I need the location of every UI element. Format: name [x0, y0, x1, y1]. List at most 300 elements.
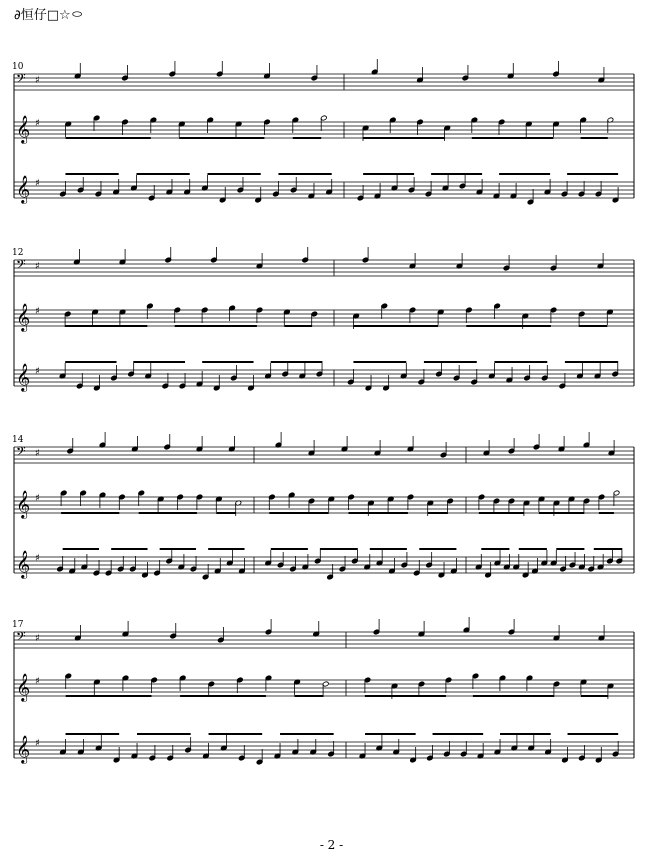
note: [142, 562, 149, 578]
note: [311, 65, 318, 81]
note: [351, 548, 358, 564]
note: [418, 369, 425, 385]
note: [417, 67, 424, 83]
system-14: [12, 432, 634, 580]
note: [550, 550, 557, 566]
bass-clef-icon: 𝄢: [16, 257, 26, 275]
note: [113, 179, 120, 195]
note: [595, 747, 602, 763]
note: [211, 247, 218, 263]
note: [528, 735, 535, 751]
note: [59, 363, 66, 379]
note: [560, 556, 567, 572]
note: [148, 185, 155, 201]
note: [220, 735, 227, 751]
note: [373, 619, 380, 635]
note: [151, 677, 158, 693]
treble-clef-icon: 𝄞: [16, 115, 31, 143]
note: [513, 554, 520, 570]
note: [506, 367, 513, 383]
notes-layer: [65, 673, 614, 699]
note: [550, 255, 557, 271]
note: [131, 743, 138, 759]
note: [81, 554, 88, 570]
note: [493, 183, 500, 199]
melody-staff: [14, 490, 634, 519]
note: [226, 550, 233, 566]
note: [145, 363, 152, 379]
note: [494, 739, 501, 755]
note: [294, 679, 301, 695]
note: [167, 745, 174, 761]
note: [483, 440, 490, 456]
note: [238, 745, 245, 761]
note: [235, 121, 242, 137]
note: [99, 492, 106, 508]
note: [216, 496, 223, 512]
note: [164, 434, 171, 450]
note: [488, 363, 495, 379]
systems-layer: [12, 59, 634, 765]
note: [526, 675, 533, 691]
note: [508, 438, 515, 454]
note: [417, 119, 424, 135]
note: [598, 494, 605, 510]
note: [147, 303, 154, 319]
note: [569, 552, 576, 568]
sharp-icon: ♯: [35, 75, 40, 86]
note: [597, 554, 604, 570]
note: [165, 247, 172, 263]
measure-number: 17: [12, 620, 24, 630]
note: [532, 558, 539, 574]
note: [525, 121, 532, 137]
note: [494, 550, 501, 566]
note: [99, 432, 106, 448]
note: [413, 560, 420, 576]
note: [316, 361, 323, 377]
note: [77, 739, 84, 755]
note: [541, 365, 548, 381]
note: [459, 173, 466, 189]
note: [255, 187, 262, 203]
note: [149, 745, 156, 761]
note: [580, 117, 587, 133]
note: [393, 739, 400, 755]
note: [381, 303, 388, 319]
measure-number: 10: [12, 62, 24, 72]
note: [561, 181, 568, 197]
note: [598, 67, 605, 83]
sharp-icon: ♯: [35, 306, 40, 317]
note: [202, 564, 209, 580]
note: [558, 436, 565, 452]
note: [476, 179, 483, 195]
note: [122, 119, 129, 135]
notes-layer: [59, 361, 618, 391]
note: [216, 61, 223, 77]
note: [284, 309, 291, 325]
note: [364, 554, 371, 570]
note: [339, 556, 346, 572]
note: [538, 496, 545, 512]
sharp-icon: ♯: [35, 261, 40, 272]
note: [269, 494, 276, 510]
note: [265, 675, 272, 691]
note: [326, 179, 333, 195]
note: [256, 749, 263, 765]
note: [524, 365, 531, 381]
note: [196, 371, 203, 387]
note: [80, 490, 87, 506]
note: [568, 496, 575, 512]
note: [550, 307, 557, 323]
note: [74, 63, 81, 79]
note: [95, 735, 102, 751]
treble-clef-icon: 𝄞: [16, 673, 31, 701]
note: [607, 683, 614, 699]
note: [237, 677, 244, 693]
system-12: [12, 247, 634, 392]
note: [418, 681, 425, 697]
note: [498, 119, 505, 135]
page-header: ∂恒仔□☆㇣: [14, 8, 84, 23]
notes-layer: [57, 548, 623, 580]
note: [460, 741, 467, 757]
melody-staff: [14, 673, 634, 702]
note: [456, 253, 463, 269]
note: [613, 490, 620, 506]
note: [544, 179, 551, 195]
note: [442, 175, 449, 191]
note: [169, 61, 176, 77]
accompaniment-staff: [14, 363, 634, 392]
bass-staff: [14, 257, 634, 276]
note: [138, 490, 145, 506]
note: [463, 617, 470, 633]
note: [218, 627, 225, 643]
bass-staff: [14, 444, 634, 463]
note: [437, 309, 444, 325]
note: [292, 117, 299, 133]
notes-layer: [74, 247, 604, 271]
note: [427, 745, 434, 761]
note: [503, 255, 510, 271]
note: [292, 739, 299, 755]
note: [213, 375, 220, 391]
note: [400, 363, 407, 379]
note: [299, 363, 306, 379]
note: [389, 117, 396, 133]
note: [57, 556, 64, 572]
note: [580, 679, 587, 695]
note: [128, 361, 135, 377]
note: [203, 743, 210, 759]
bass-clef-icon: 𝄢: [16, 71, 26, 89]
note: [132, 436, 139, 452]
note: [401, 552, 408, 568]
note: [533, 434, 540, 450]
note: [588, 556, 595, 572]
note: [374, 440, 381, 456]
sharp-icon: ♯: [35, 118, 40, 129]
bass-staff: [14, 71, 634, 90]
note: [478, 494, 485, 510]
bass-staff: [14, 629, 634, 648]
note: [314, 548, 321, 564]
note: [357, 185, 364, 201]
note: [256, 307, 263, 323]
note: [150, 117, 157, 133]
note: [577, 363, 584, 379]
note: [436, 361, 443, 377]
note: [265, 619, 272, 635]
note: [65, 673, 72, 689]
note: [522, 562, 529, 578]
note: [219, 187, 226, 203]
note: [154, 560, 161, 576]
note: [75, 625, 82, 641]
note: [64, 311, 71, 327]
notes-layer: [60, 490, 619, 516]
note: [347, 369, 354, 385]
note: [248, 375, 255, 391]
note: [274, 743, 281, 759]
note: [362, 247, 369, 263]
note: [122, 65, 129, 81]
note: [178, 121, 185, 137]
note: [541, 550, 548, 566]
note: [612, 361, 619, 377]
note: [453, 365, 460, 381]
note: [523, 500, 530, 516]
note: [494, 303, 501, 319]
note: [119, 249, 126, 265]
note: [313, 621, 320, 637]
sharp-icon: ♯: [35, 178, 40, 189]
bass-clef-icon: 𝄢: [16, 629, 26, 647]
note: [447, 498, 454, 514]
note: [426, 552, 433, 568]
note: [202, 175, 209, 191]
note: [201, 307, 208, 323]
note: [545, 739, 552, 755]
note: [190, 556, 197, 572]
note: [341, 436, 348, 452]
note: [376, 550, 383, 566]
note: [508, 498, 515, 514]
note: [444, 125, 451, 141]
notes-layer: [64, 303, 613, 329]
bass-clef-icon: 𝄢: [16, 444, 26, 462]
note: [111, 365, 118, 381]
note: [273, 181, 280, 197]
accompaniment-staff: [14, 175, 634, 204]
note: [162, 373, 169, 389]
sharp-icon: ♯: [35, 448, 40, 459]
note: [553, 61, 560, 77]
note: [383, 375, 390, 391]
note: [391, 175, 398, 191]
note: [235, 500, 242, 516]
note: [229, 436, 236, 452]
note: [93, 560, 100, 576]
note: [237, 177, 244, 193]
note: [612, 187, 619, 203]
note: [553, 121, 560, 137]
notes-layer: [74, 59, 604, 83]
note: [328, 741, 335, 757]
note: [290, 177, 297, 193]
note: [477, 743, 484, 759]
note: [196, 436, 203, 452]
note: [407, 494, 414, 510]
system-17: [12, 617, 634, 765]
note: [214, 558, 221, 574]
note: [510, 183, 517, 199]
note: [69, 558, 76, 574]
note: [74, 249, 81, 265]
note: [275, 432, 282, 448]
note: [166, 548, 173, 564]
note: [553, 625, 560, 641]
note: [322, 681, 329, 697]
note: [119, 494, 126, 510]
note: [308, 183, 315, 199]
note: [196, 494, 203, 510]
note: [387, 496, 394, 512]
note: [229, 305, 236, 321]
note: [578, 311, 585, 327]
notes-layer: [65, 115, 614, 141]
note: [616, 548, 623, 564]
treble-clef-icon: 𝄞: [16, 363, 31, 391]
note: [308, 440, 315, 456]
page-number: - 2 -: [319, 838, 344, 852]
note: [450, 558, 457, 574]
sharp-icon: ♯: [35, 633, 40, 644]
note: [583, 498, 590, 514]
note: [472, 673, 479, 689]
note: [407, 436, 414, 452]
note: [302, 554, 309, 570]
note: [76, 373, 83, 389]
note: [612, 741, 619, 757]
note: [559, 373, 566, 389]
note: [170, 623, 177, 639]
note: [485, 562, 492, 578]
note: [60, 181, 67, 197]
note: [117, 556, 124, 572]
notes-layer: [67, 432, 615, 458]
note: [60, 490, 67, 506]
measure-number: 14: [12, 435, 24, 445]
notes-layer: [60, 173, 619, 205]
note: [174, 307, 181, 323]
note: [302, 247, 309, 263]
note: [264, 63, 271, 79]
note: [311, 311, 318, 327]
note: [410, 747, 417, 763]
note: [177, 494, 184, 510]
note: [562, 747, 569, 763]
note: [265, 363, 272, 379]
note: [445, 677, 452, 693]
note: [122, 621, 129, 637]
note: [67, 438, 74, 454]
note: [131, 175, 138, 191]
note: [364, 677, 371, 693]
measure-number: 12: [12, 248, 24, 258]
note: [371, 59, 378, 75]
note: [527, 189, 534, 205]
note: [288, 492, 295, 508]
note: [578, 554, 585, 570]
note: [511, 735, 518, 751]
note: [230, 365, 237, 381]
note: [94, 679, 101, 695]
notes-layer: [60, 734, 619, 765]
note: [105, 560, 112, 576]
melody-staff: [14, 303, 634, 332]
note: [409, 307, 416, 323]
note: [119, 309, 126, 325]
note: [493, 498, 500, 514]
treble-clef-icon: 𝄞: [16, 550, 31, 578]
note: [122, 675, 129, 691]
note: [166, 179, 173, 195]
note: [93, 375, 100, 391]
note: [310, 739, 317, 755]
note: [359, 743, 366, 759]
note: [185, 737, 192, 753]
note: [95, 181, 102, 197]
note: [92, 309, 99, 325]
note: [583, 432, 590, 448]
note: [507, 63, 514, 79]
note: [608, 440, 615, 456]
note: [157, 496, 164, 512]
note: [425, 181, 432, 197]
treble-clef-icon: 𝄞: [16, 735, 31, 763]
note: [462, 65, 469, 81]
note: [77, 177, 84, 193]
note: [178, 554, 185, 570]
note: [443, 741, 450, 757]
note: [508, 619, 515, 635]
note: [282, 361, 289, 377]
note: [475, 554, 482, 570]
note: [265, 550, 272, 566]
sharp-icon: ♯: [35, 676, 40, 687]
sharp-icon: ♯: [35, 366, 40, 377]
note: [466, 307, 473, 323]
treble-clef-icon: 𝄞: [16, 303, 31, 331]
note: [499, 675, 506, 691]
note: [348, 494, 355, 510]
note: [598, 625, 605, 641]
note: [595, 181, 602, 197]
note: [277, 552, 284, 568]
note: [327, 564, 334, 580]
sharp-icon: ♯: [35, 738, 40, 749]
note: [374, 183, 381, 199]
note: [60, 739, 67, 755]
note: [471, 369, 478, 385]
note: [365, 375, 372, 391]
note: [264, 119, 271, 135]
note: [438, 562, 445, 578]
